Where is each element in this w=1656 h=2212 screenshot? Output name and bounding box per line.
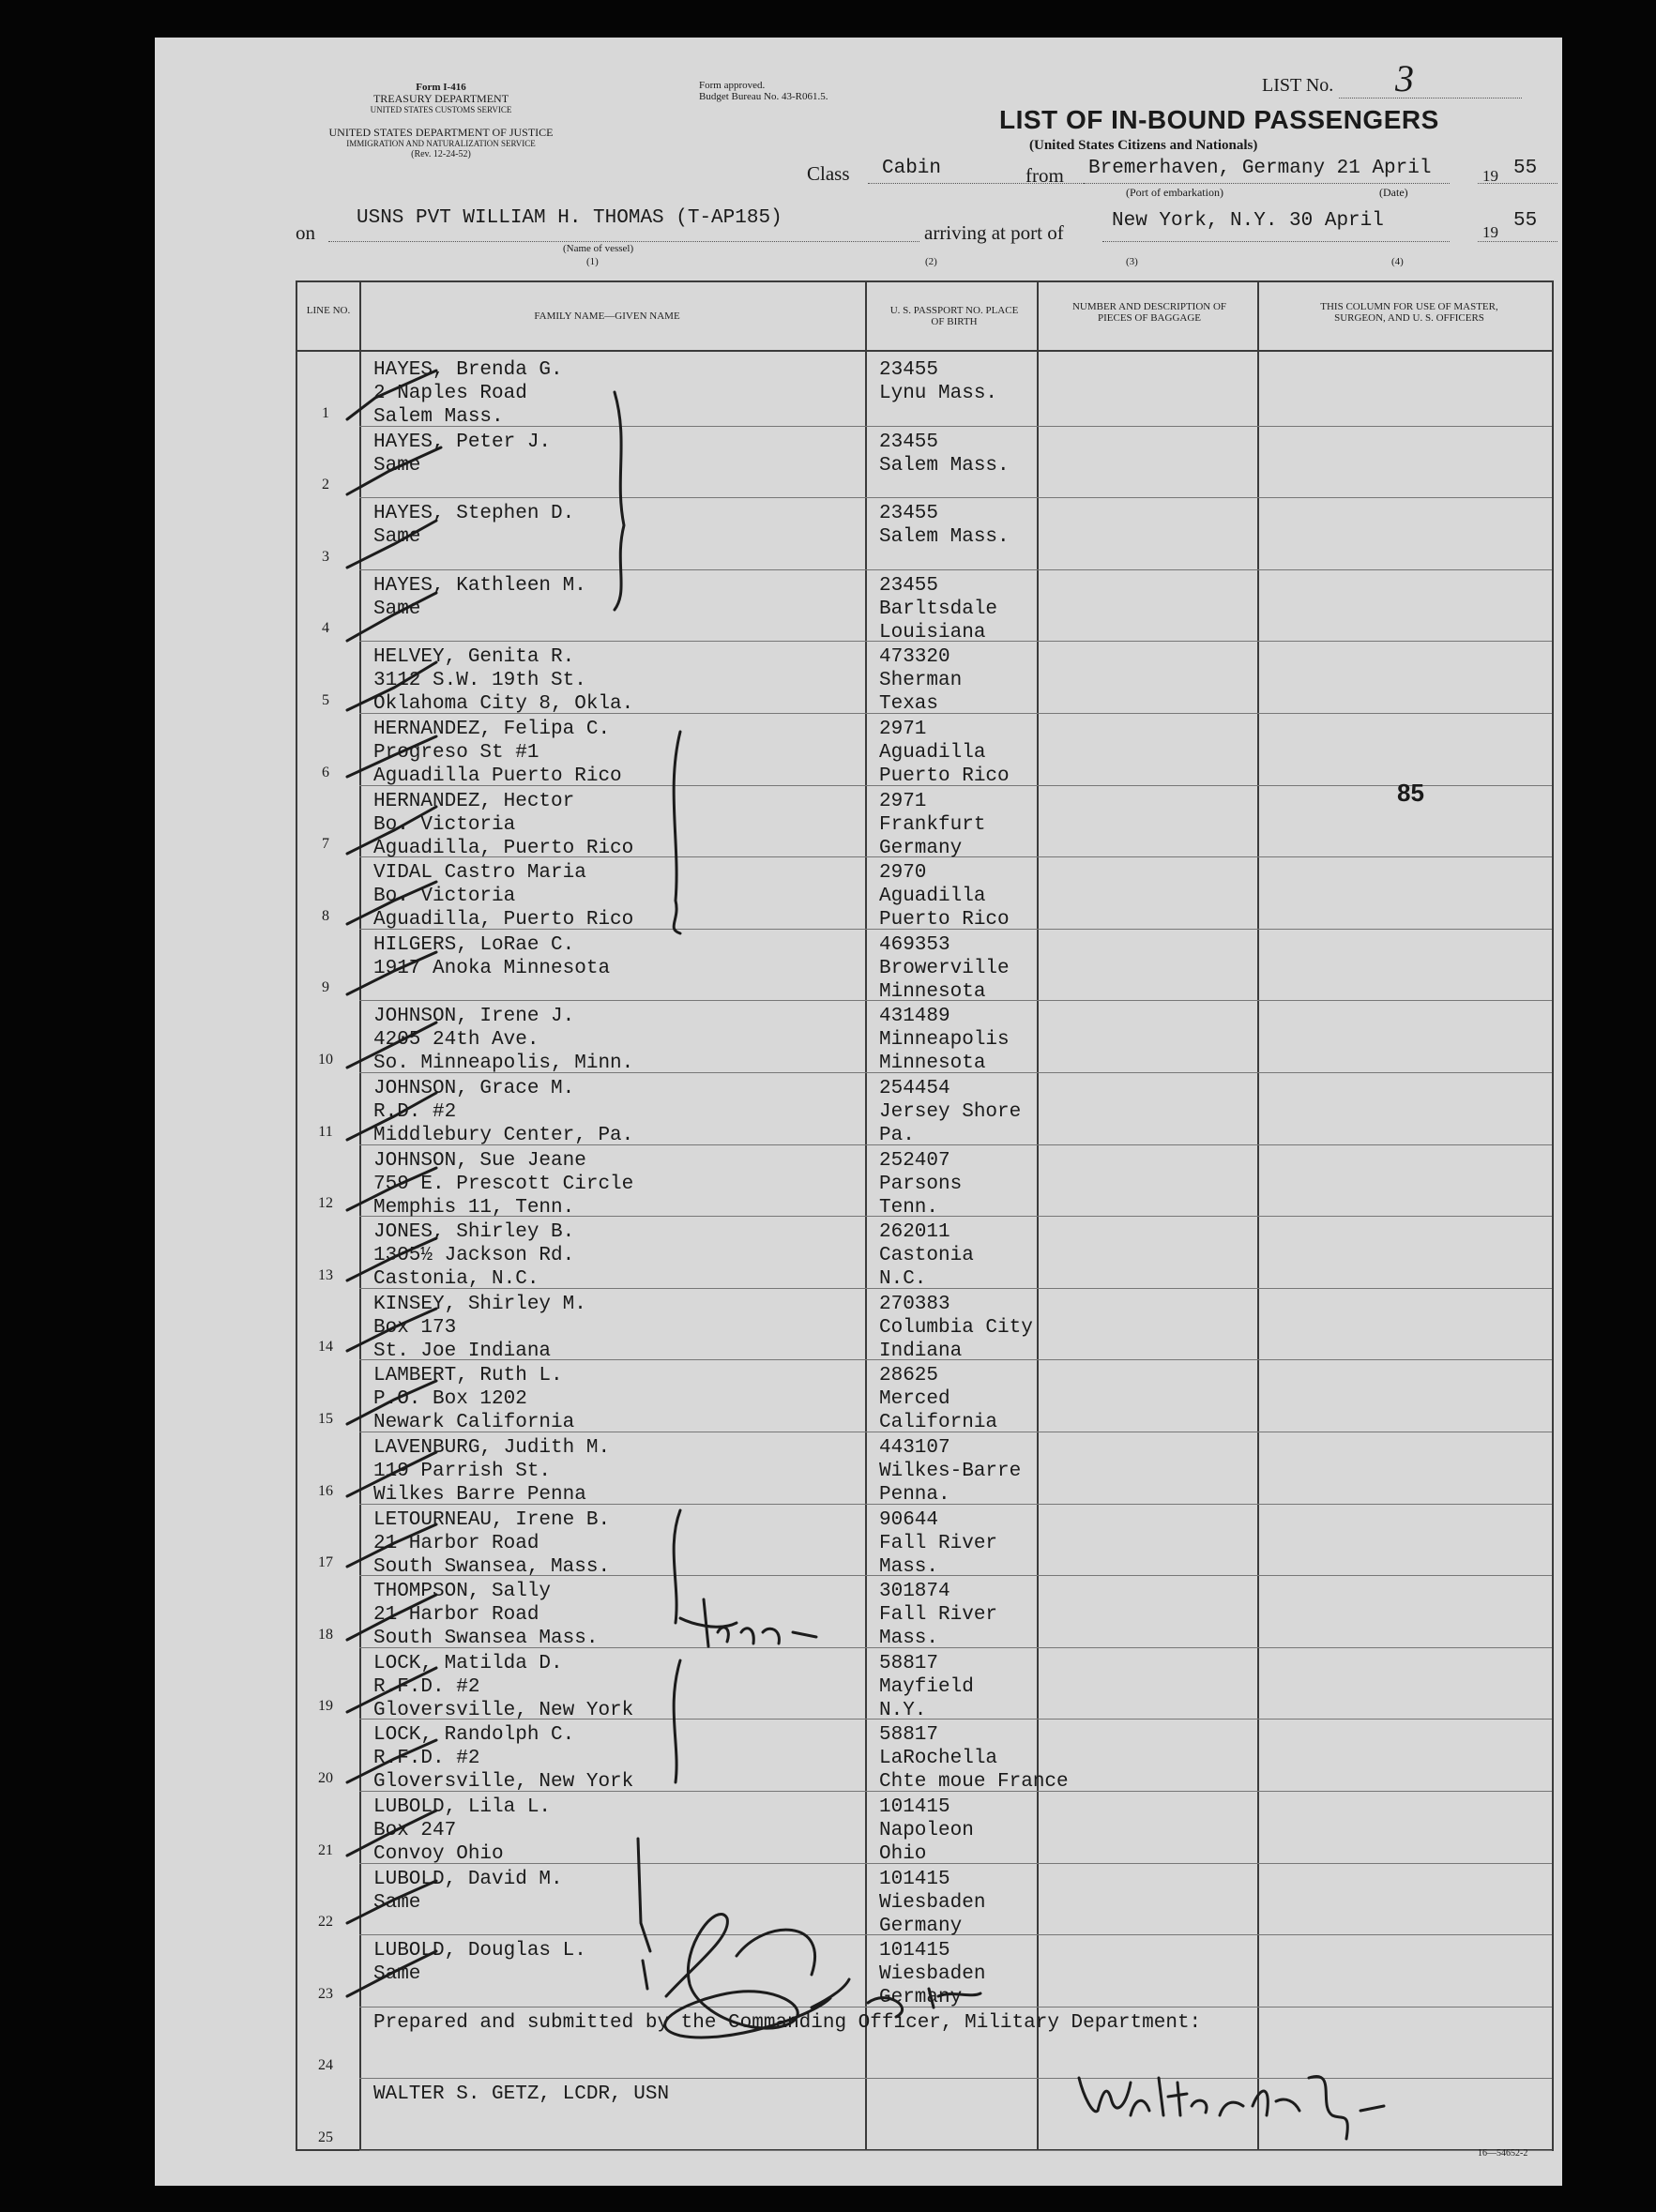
passport-birthplace: 58817 LaRochella Chte moue France	[879, 1724, 1069, 1794]
line-number: 1	[322, 404, 329, 421]
header-family-name: FAMILY NAME—GIVEN NAME	[534, 311, 680, 322]
line-number: 22	[318, 1914, 333, 1931]
passenger-table	[296, 280, 1554, 2151]
vessel-caption: (Name of vessel)	[563, 243, 634, 254]
passport-birthplace: 23455 Salem Mass.	[879, 503, 1010, 549]
passport-birthplace: 252407 Parsons Tenn.	[879, 1149, 963, 1219]
passenger-name-address: LAMBERT, Ruth L. P.O. Box 1202 Newark California	[373, 1365, 575, 1434]
header-baggage: NUMBER AND DESCRIPTION OF PIECES OF BAGGAGE	[1071, 301, 1227, 324]
line-number: 18	[318, 1626, 333, 1643]
line-number: 6	[322, 764, 329, 780]
line-number: 17	[318, 1554, 333, 1571]
list-no-label: LIST No.	[1262, 75, 1334, 96]
passport-birthplace: 473320 Sherman Texas	[879, 646, 963, 716]
header-passport: U. S. PASSPORT NO. PLACE OF BIRTH	[889, 305, 1019, 327]
page-title: LIST OF IN-BOUND PASSENGERS	[999, 105, 1439, 134]
passenger-name-address: LOCK, Matilda D. R.F.D. #2 Gloversville, New York	[373, 1652, 634, 1721]
line-number: 7	[322, 836, 329, 853]
from-label: from	[1026, 164, 1064, 187]
passenger-name-address: KINSEY, Shirley M. Box 173 St. Joe Indiana	[373, 1293, 586, 1362]
justice-department: UNITED STATES DEPARTMENT OF JUSTICE	[328, 126, 554, 139]
passport-birthplace: 262011 Castonia N.C.	[879, 1221, 974, 1291]
passport-birthplace: 270383 Columbia City Indiana	[879, 1293, 1033, 1362]
customs-service: UNITED STATES CUSTOMS SERVICE	[370, 105, 512, 114]
footer-code: 16—54652-2	[1478, 2148, 1528, 2159]
year-prefix-2: 19	[1482, 223, 1498, 241]
list-number: 3	[1395, 57, 1414, 99]
column-4-caption: (4)	[1391, 256, 1404, 267]
form-approved: Form approved.	[699, 80, 766, 91]
header-line-no: LINE NO.	[306, 305, 351, 316]
class-value: Cabin	[882, 158, 942, 179]
passport-birthplace: 101415 Wiesbaden Germany	[879, 1868, 986, 1937]
line-number: 21	[318, 1841, 333, 1858]
line-number: 10	[318, 1052, 333, 1068]
passenger-name-address: HERNANDEZ, Hector Bo. Victoria Aguadilla, Puerto Rico	[373, 790, 634, 859]
passenger-name-address: JOHNSON, Irene J. 4205 24th Ave. So. Minneapolis, Minn.	[373, 1006, 634, 1075]
passenger-name-address: LUBOLD, David M. Same	[373, 1868, 563, 1914]
passenger-name-address: WALTER S. GETZ, LCDR, USN	[373, 2083, 670, 2106]
line-number: 15	[318, 1411, 333, 1427]
header-officers: THIS COLUMN FOR USE OF MASTER, SURGEON, AND U. S. OFFICERS	[1320, 301, 1498, 324]
line-number: 12	[318, 1195, 333, 1212]
passport-birthplace: 443107 Wilkes-Barre Penna.	[879, 1437, 1022, 1506]
passport-birthplace: 28625 Merced California	[879, 1365, 998, 1434]
passenger-name-address: VIDAL Castro Maria Bo. Victoria Aguadilla, Puerto Rico	[373, 862, 634, 932]
embarkation-year: 55	[1513, 158, 1538, 179]
line-number: 19	[318, 1698, 333, 1715]
passenger-name-address: HAYES, Kathleen M. Same	[373, 574, 586, 620]
row-divider	[359, 2078, 1552, 2079]
line-number: 11	[318, 1123, 333, 1140]
passport-birthplace: 23455 Barltsdale Louisiana	[879, 574, 998, 644]
line-number: 3	[322, 548, 329, 565]
revision-date: (Rev. 12-24-52)	[411, 149, 471, 159]
passport-birthplace: 101415 Wiesbaden Germany	[879, 1940, 986, 2009]
passport-birthplace: 431489 Minneapolis Minnesota	[879, 1006, 1010, 1075]
embarkation-port-date: Bremerhaven, Germany 21 April	[1088, 158, 1432, 179]
line-number: 25	[318, 2129, 333, 2145]
on-label: on	[296, 221, 315, 244]
arrival-port-date: New York, N.Y. 30 April	[1112, 210, 1384, 232]
arriving-label: arriving at port of	[924, 221, 1064, 244]
treasury-department: TREASURY DEPARTMENT	[372, 92, 509, 105]
passport-birthplace: 301874 Fall River Mass.	[879, 1581, 998, 1650]
column-2-caption: (2)	[925, 256, 937, 267]
passenger-name-address: JOHNSON, Grace M. R.D. #2 Middlebury Center, Pa.	[373, 1078, 634, 1146]
row-divider	[359, 2150, 1552, 2151]
row-divider	[359, 569, 1552, 570]
passenger-name-address: LUBOLD, Douglas L. Same	[373, 1940, 586, 1986]
passport-birthplace: 90644 Fall River Mass.	[879, 1508, 998, 1578]
passport-birthplace: 58817 Mayfield N.Y.	[879, 1652, 974, 1721]
passport-birthplace: 2971 Frankfurt Germany	[879, 790, 986, 859]
passport-birthplace: 254454 Jersey Shore Pa.	[879, 1078, 1022, 1146]
passenger-name-address: HERNANDEZ, Felipa C. Progreso St #1 Aguadilla Puerto Rico	[373, 719, 622, 787]
row-divider	[359, 497, 1552, 498]
line-number: 9	[322, 979, 329, 996]
passenger-manifest-sheet	[155, 38, 1562, 2186]
passenger-name-address: LAVENBURG, Judith M. 119 Parrish St. Wilkes Barre Penna	[373, 1437, 611, 1506]
passenger-name-address: HELVEY, Genita R. 3112 S.W. 19th St. Oklahoma City 8, Okla.	[373, 646, 634, 716]
year-prefix-1: 19	[1482, 167, 1498, 185]
passport-birthplace: 2970 Aguadilla Puerto Rico	[879, 862, 1010, 932]
class-label: Class	[807, 162, 850, 185]
line-number: 20	[318, 1770, 333, 1786]
passenger-name-address: HAYES, Brenda G. 2 Naples Road Salem Mass.	[373, 359, 563, 428]
line-number: 13	[318, 1266, 333, 1283]
passenger-name-address: THOMPSON, Sally 21 Harbor Road South Swansea Mass.	[373, 1581, 599, 1650]
passenger-name-address: HILGERS, LoRae C. 1917 Anoka Minnesota	[373, 933, 611, 979]
line-number: 14	[318, 1339, 333, 1356]
passport-birthplace: 101415 Napoleon Ohio	[879, 1796, 974, 1865]
line-number: 2	[322, 477, 329, 493]
line-number: 16	[318, 1482, 333, 1499]
passport-birthplace: 469353 Browerville Minnesota	[879, 933, 1010, 1003]
line-number: 8	[322, 907, 329, 924]
passenger-name-address: LOCK, Randolph C. R.F.D. #2 Gloversville, New York	[373, 1724, 634, 1794]
column-1-caption: (1)	[586, 256, 599, 267]
passenger-name-address: LETOURNEAU, Irene B. 21 Harbor Road South Swansea, Mass.	[373, 1508, 611, 1578]
vessel-name: USNS PVT WILLIAM H. THOMAS (T-AP185)	[357, 207, 782, 229]
passport-birthplace: 23455 Lynu Mass.	[879, 359, 998, 404]
passport-birthplace: 23455 Salem Mass.	[879, 431, 1010, 477]
line-number: 23	[318, 1985, 333, 2002]
passenger-name-address: HAYES, Stephen D. Same	[373, 503, 575, 549]
passport-birthplace: 2971 Aguadilla Puerto Rico	[879, 719, 1010, 787]
passenger-name-address: JONES, Shirley B. 1305½ Jackson Rd. Castonia, N.C.	[373, 1221, 575, 1291]
ins-service: IMMIGRATION AND NATURALIZATION SERVICE	[346, 139, 536, 148]
date-caption: (Date)	[1379, 186, 1408, 199]
line-number: 24	[318, 2057, 333, 2074]
passenger-name-address: Prepared and submitted by the Commanding Officer, Military Department:	[373, 2011, 1202, 2034]
port-embarkation-caption: (Port of embarkation)	[1126, 186, 1223, 199]
arrival-year: 55	[1513, 210, 1538, 232]
line-number: 4	[322, 620, 329, 637]
page-subtitle: (United States Citizens and Nationals)	[1029, 138, 1258, 153]
column-3-caption: (3)	[1126, 256, 1138, 267]
passenger-name-address: JOHNSON, Sue Jeane 759 E. Prescott Circle Memphis 11, Tenn.	[373, 1149, 634, 1219]
passenger-name-address: LUBOLD, Lila L. Box 247 Convoy Ohio	[373, 1796, 552, 1865]
budget-bureau: Budget Bureau No. 43-R061.5.	[699, 91, 828, 102]
line-number: 5	[322, 692, 329, 708]
margin-number: 85	[1397, 779, 1424, 807]
passenger-name-address: HAYES, Peter J. Same	[373, 431, 552, 477]
form-number: Form I-416	[416, 82, 466, 93]
